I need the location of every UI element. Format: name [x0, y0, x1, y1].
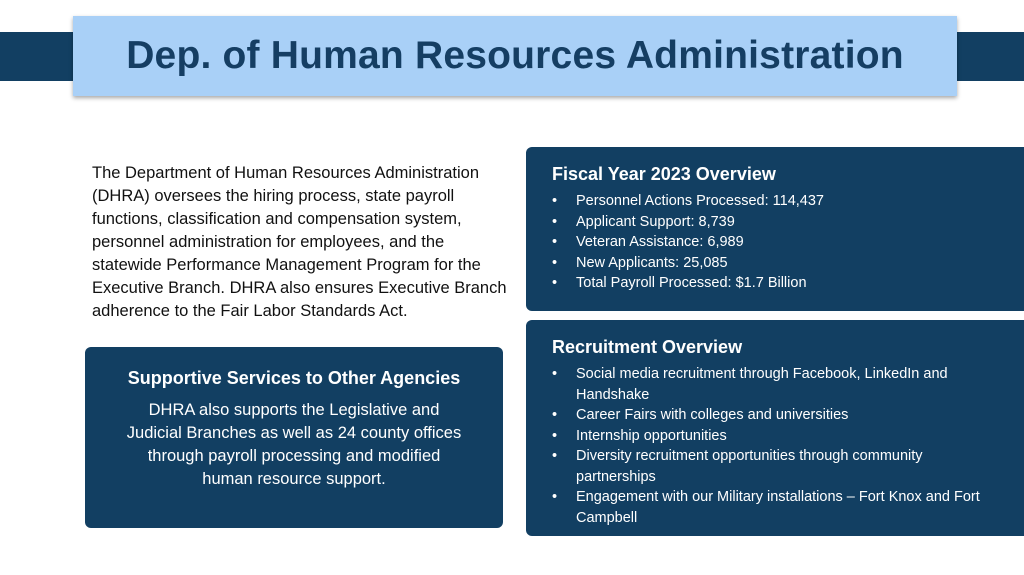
title-banner — [73, 16, 957, 96]
bullet-icon: • — [552, 254, 558, 271]
list-item-text: Total Payroll Processed: $1.7 Billion — [576, 275, 807, 291]
bullet-icon: • — [552, 489, 558, 505]
bullet-icon: • — [552, 275, 558, 291]
bullet-icon: • — [552, 366, 558, 382]
fiscal-list — [526, 191, 1024, 294]
supportive-body: DHRA also supports the Legislative and Judicial Branches as well as 24 county offices through payroll processing and modified human resource support. — [126, 401, 462, 488]
list-item — [552, 487, 1024, 528]
bullet-icon: • — [552, 234, 558, 250]
page-title: Dep. of Human Resources Administration — [126, 34, 904, 77]
intro-paragraph: The Department of Human Resources Administration (DHRA) oversees the hiring process, state payroll functions, classification and compensation system, personnel administration for employees, and the statewide Performance Management Program for the Executive Branch. DHRA also ensures Executive Branch adherence to the Fair Labor Standards Act. — [92, 164, 507, 320]
list-item-text: Veteran Assistance: 6,989 — [576, 234, 744, 250]
recruitment-card — [526, 320, 1024, 536]
bullet-icon: • — [552, 213, 558, 230]
bullet-icon: • — [552, 427, 558, 444]
fiscal-year-card — [526, 147, 1024, 311]
fiscal-heading: Fiscal Year 2023 Overview — [552, 164, 776, 184]
list-item — [552, 253, 1024, 274]
list-item-text: Social media recruitment through Facebook, LinkedIn and Handshake — [576, 366, 948, 403]
bullet-icon: • — [552, 407, 558, 423]
recruitment-list — [526, 364, 1024, 528]
bullet-icon: • — [552, 448, 558, 464]
supportive-services-card — [85, 347, 503, 528]
list-item — [552, 426, 1024, 447]
list-item — [552, 405, 1024, 426]
list-item-text: Career Fairs with colleges and universities — [576, 407, 849, 423]
list-item-text: Internship opportunities — [576, 427, 727, 444]
list-item — [552, 446, 1024, 487]
list-item — [552, 191, 1024, 212]
list-item — [552, 232, 1024, 253]
recruitment-heading: Recruitment Overview — [552, 337, 743, 357]
bullet-icon: • — [552, 193, 558, 209]
list-item-text: Diversity recruitment opportunities through community partnerships — [576, 448, 923, 485]
list-item-text: Engagement with our Military installations – Fort Knox and Fort Campbell — [576, 489, 980, 526]
list-item — [552, 273, 1024, 294]
list-item-text: New Applicants: 25,085 — [576, 254, 728, 271]
supportive-heading: Supportive Services to Other Agencies — [127, 368, 461, 388]
list-item-text: Applicant Support: 8,739 — [576, 213, 735, 230]
list-item-text: Personnel Actions Processed: 114,437 — [576, 193, 825, 209]
list-item — [552, 364, 1024, 405]
list-item — [552, 212, 1024, 233]
